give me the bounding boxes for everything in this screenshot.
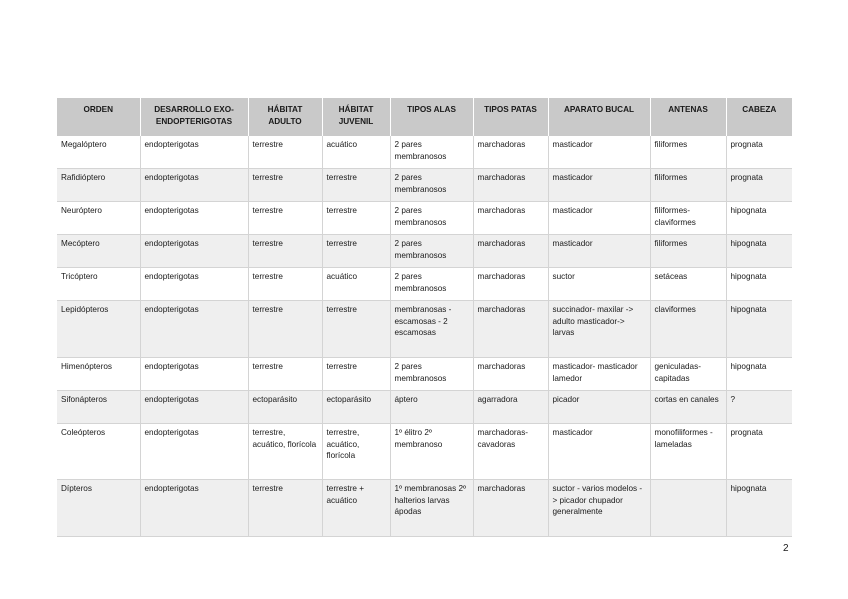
- cell-aparato-bucal: masticador: [548, 169, 650, 202]
- cell-cabeza: hipognata: [726, 480, 792, 537]
- cell-desarrollo: endopterigotas: [140, 301, 248, 358]
- cell-orden: Rafidióptero: [57, 169, 140, 202]
- cell-cabeza: prognata: [726, 169, 792, 202]
- cell-habitat-adulto: ectoparásito: [248, 391, 322, 424]
- cell-orden: Neuróptero: [57, 202, 140, 235]
- cell-orden: Lepidópteros: [57, 301, 140, 358]
- cell-antenas: monofiliformes - lameladas: [650, 424, 726, 480]
- cell-antenas: setáceas: [650, 268, 726, 301]
- cell-tipos-alas: 2 pares membranosos: [390, 358, 473, 391]
- cell-desarrollo: endopterigotas: [140, 268, 248, 301]
- cell-habitat-juvenil: acuático: [322, 268, 390, 301]
- cell-tipos-alas: 2 pares membranosos: [390, 169, 473, 202]
- cell-tipos-alas: áptero: [390, 391, 473, 424]
- cell-tipos-alas: membranosas - escamosas - 2 escamosas: [390, 301, 473, 358]
- table-row: [57, 169, 792, 202]
- cell-habitat-adulto: terrestre: [248, 358, 322, 391]
- table-row: [57, 202, 792, 235]
- cell-habitat-adulto: terrestre: [248, 480, 322, 537]
- cell-desarrollo: endopterigotas: [140, 391, 248, 424]
- cell-tipos-patas: marchadoras-cavadoras: [473, 424, 548, 480]
- cell-antenas: geniculadas-capitadas: [650, 358, 726, 391]
- cell-tipos-patas: marchadoras: [473, 202, 548, 235]
- cell-habitat-juvenil: terrestre: [322, 301, 390, 358]
- cell-habitat-adulto: terrestre: [248, 169, 322, 202]
- cell-tipos-alas: 2 pares membranosos: [390, 235, 473, 268]
- cell-antenas: filiformes: [650, 235, 726, 268]
- header-orden: ORDEN: [57, 98, 140, 136]
- header-desarrollo: DESARROLLO EXO-ENDOPTERIGOTAS: [140, 98, 248, 136]
- header-aparato-bucal: APARATO BUCAL: [548, 98, 650, 136]
- cell-antenas: filiformes: [650, 169, 726, 202]
- cell-desarrollo: endopterigotas: [140, 202, 248, 235]
- table-row: [57, 301, 792, 358]
- cell-desarrollo: endopterigotas: [140, 480, 248, 537]
- cell-orden: Mecóptero: [57, 235, 140, 268]
- cell-orden: Tricóptero: [57, 268, 140, 301]
- cell-antenas: claviformes: [650, 301, 726, 358]
- cell-aparato-bucal: masticador: [548, 424, 650, 480]
- cell-aparato-bucal: masticador- masticador lamedor: [548, 358, 650, 391]
- table-row: [57, 268, 792, 301]
- cell-antenas: filiformes-claviformes: [650, 202, 726, 235]
- cell-desarrollo: endopterigotas: [140, 424, 248, 480]
- cell-tipos-patas: marchadoras: [473, 235, 548, 268]
- table-row: [57, 235, 792, 268]
- cell-tipos-alas: 2 pares membranosos: [390, 202, 473, 235]
- cell-habitat-adulto: terrestre: [248, 301, 322, 358]
- cell-cabeza: hipognata: [726, 358, 792, 391]
- cell-cabeza: prognata: [726, 136, 792, 169]
- cell-habitat-adulto: terrestre: [248, 235, 322, 268]
- cell-orden: Coleópteros: [57, 424, 140, 480]
- cell-aparato-bucal: masticador: [548, 202, 650, 235]
- cell-tipos-patas: marchadoras: [473, 268, 548, 301]
- cell-habitat-juvenil: acuático: [322, 136, 390, 169]
- header-row: [57, 98, 792, 136]
- cell-habitat-juvenil: terrestre: [322, 235, 390, 268]
- cell-cabeza: ?: [726, 391, 792, 424]
- table-row: [57, 136, 792, 169]
- header-habitat-juvenil: HÁBITAT JUVENIL: [322, 98, 390, 136]
- cell-tipos-patas: marchadoras: [473, 480, 548, 537]
- table-row: [57, 424, 792, 480]
- cell-tipos-patas: agarradora: [473, 391, 548, 424]
- table-row: [57, 391, 792, 424]
- table-row: [57, 358, 792, 391]
- cell-desarrollo: endopterigotas: [140, 235, 248, 268]
- cell-tipos-alas: 2 pares membranosos: [390, 268, 473, 301]
- cell-habitat-adulto: terrestre: [248, 136, 322, 169]
- cell-orden: Sifonápteros: [57, 391, 140, 424]
- cell-antenas: cortas en canales: [650, 391, 726, 424]
- cell-cabeza: prognata: [726, 424, 792, 480]
- header-habitat-adulto: HÁBITAT ADULTO: [248, 98, 322, 136]
- cell-tipos-alas: 2 pares membranosos: [390, 136, 473, 169]
- header-tipos-alas: TIPOS ALAS: [390, 98, 473, 136]
- cell-cabeza: hipognata: [726, 301, 792, 358]
- cell-antenas: filiformes: [650, 136, 726, 169]
- cell-antenas: [650, 480, 726, 537]
- cell-tipos-patas: marchadoras: [473, 358, 548, 391]
- cell-habitat-juvenil: terrestre: [322, 358, 390, 391]
- cell-tipos-patas: marchadoras: [473, 169, 548, 202]
- cell-desarrollo: endopterigotas: [140, 358, 248, 391]
- cell-habitat-juvenil: terrestre: [322, 202, 390, 235]
- cell-aparato-bucal: masticador: [548, 235, 650, 268]
- cell-aparato-bucal: suctor - varios modelos -> picador chupador generalmente: [548, 480, 650, 537]
- cell-habitat-juvenil: terrestre: [322, 169, 390, 202]
- cell-aparato-bucal: masticador: [548, 136, 650, 169]
- cell-habitat-juvenil: terrestre, acuático, florícola: [322, 424, 390, 480]
- cell-desarrollo: endopterigotas: [140, 169, 248, 202]
- cell-tipos-patas: marchadoras: [473, 136, 548, 169]
- cell-aparato-bucal: succinador- maxilar -> adulto masticador-> larvas: [548, 301, 650, 358]
- page-number: 2: [783, 543, 789, 554]
- cell-orden: Megalóptero: [57, 136, 140, 169]
- table-row: [57, 480, 792, 537]
- cell-habitat-adulto: terrestre, acuático, florícola: [248, 424, 322, 480]
- cell-tipos-alas: 1º élitro 2º membranoso: [390, 424, 473, 480]
- insect-orders-table: [57, 98, 792, 537]
- cell-tipos-patas: marchadoras: [473, 301, 548, 358]
- cell-desarrollo: endopterigotas: [140, 136, 248, 169]
- cell-habitat-juvenil: ectoparásito: [322, 391, 390, 424]
- cell-habitat-adulto: terrestre: [248, 202, 322, 235]
- cell-cabeza: hipognata: [726, 268, 792, 301]
- cell-cabeza: hipognata: [726, 235, 792, 268]
- header-tipos-patas: TIPOS PATAS: [473, 98, 548, 136]
- cell-habitat-adulto: terrestre: [248, 268, 322, 301]
- cell-orden: Himenópteros: [57, 358, 140, 391]
- cell-tipos-alas: 1º membranosas 2º halterios larvas ápodas: [390, 480, 473, 537]
- cell-cabeza: hipognata: [726, 202, 792, 235]
- header-antenas: ANTENAS: [650, 98, 726, 136]
- header-cabeza: CABEZA: [726, 98, 792, 136]
- cell-orden: Dípteros: [57, 480, 140, 537]
- cell-habitat-juvenil: terrestre + acuático: [322, 480, 390, 537]
- cell-aparato-bucal: suctor: [548, 268, 650, 301]
- cell-aparato-bucal: picador: [548, 391, 650, 424]
